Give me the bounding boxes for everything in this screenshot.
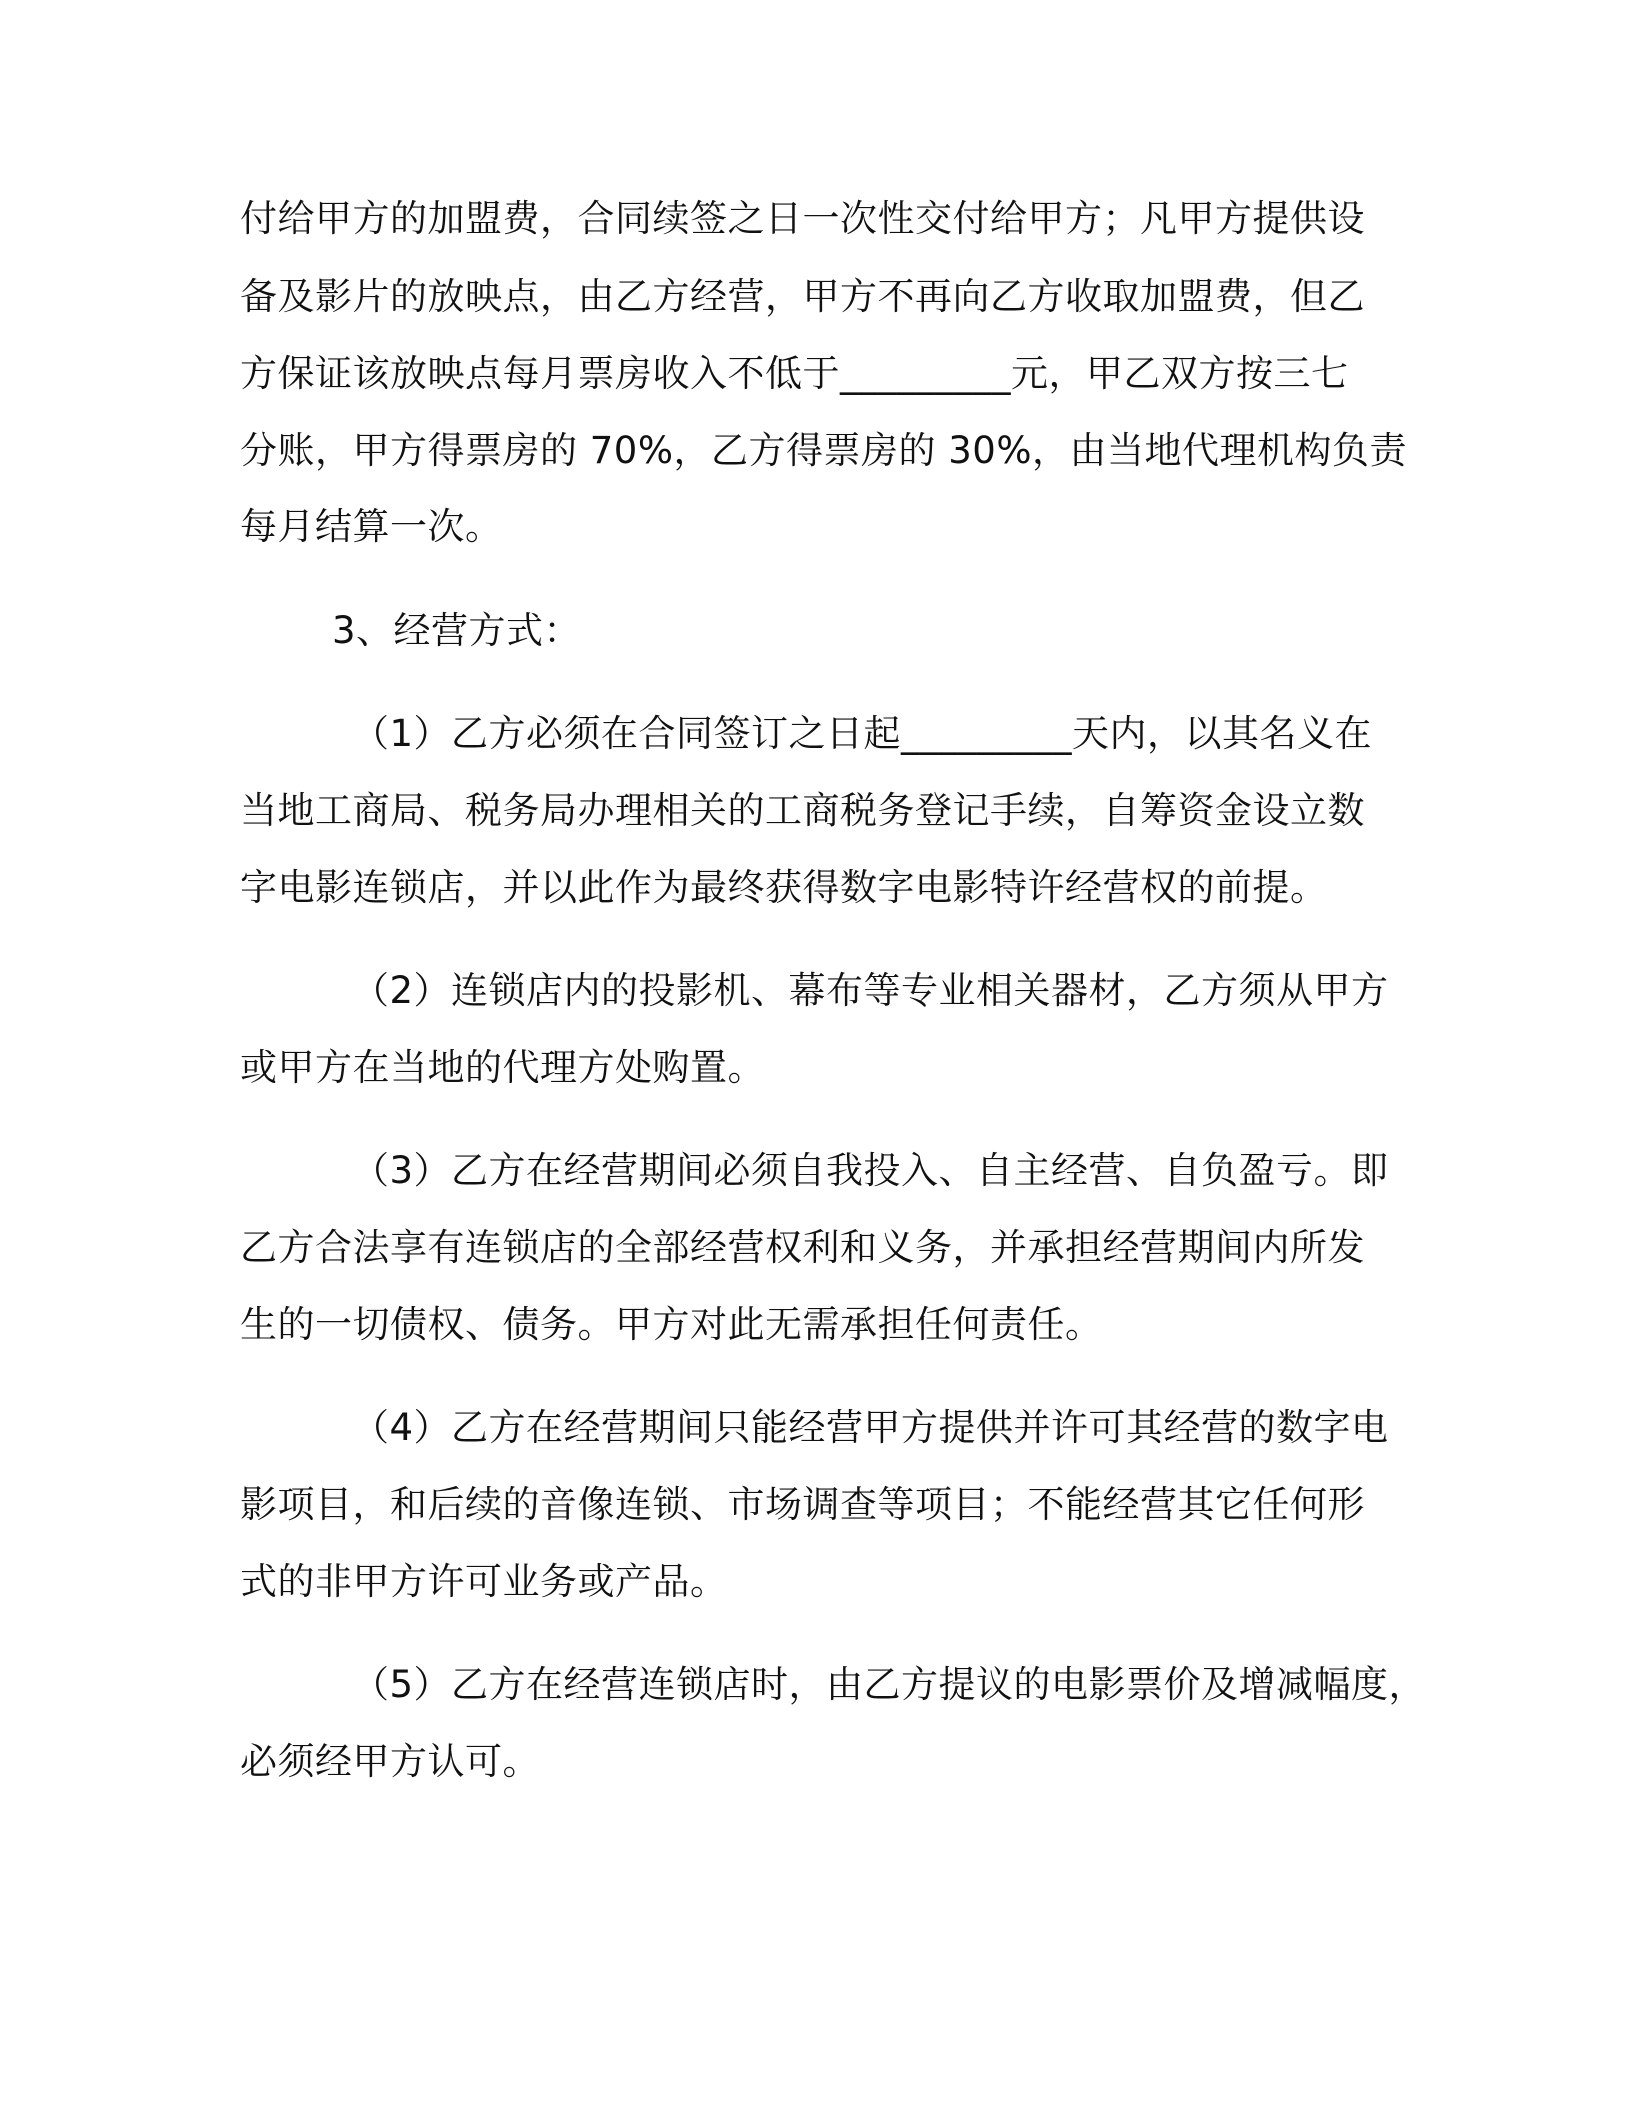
item-1-line: （1）乙方必须在合同签订之日起_________天内，以其名义在	[352, 712, 1373, 755]
item-5-line: 必须经甲方认可。	[240, 1740, 540, 1783]
paragraph-line: 分账，甲方得票房的 70%，乙方得票房的 30%，由当地代理机构负责	[240, 429, 1407, 472]
item-1-line: 字电影连锁店，并以此作为最终获得数字电影特许经营权的前提。	[240, 866, 1328, 909]
item-2-line: 或甲方在当地的代理方处购置。	[240, 1046, 765, 1089]
section-heading: 3、经营方式：	[332, 609, 582, 652]
item-2-line: （2）连锁店内的投影机、幕布等专业相关器材，乙方须从甲方	[352, 969, 1389, 1012]
paragraph-line: 付给甲方的加盟费，合同续签之日一次性交付给甲方；凡甲方提供设	[240, 197, 1365, 240]
item-1-line: 当地工商局、税务局办理相关的工商税务登记手续，自筹资金设立数	[240, 789, 1365, 832]
item-3-line: （3）乙方在经营期间必须自我投入、自主经营、自负盈亏。即	[352, 1149, 1389, 1192]
paragraph-line: 方保证该放映点每月票房收入不低于_________元，甲乙双方按三七	[240, 352, 1349, 395]
item-4-line: 影项目，和后续的音像连锁、市场调查等项目；不能经营其它任何形	[240, 1483, 1365, 1526]
item-4-line: （4）乙方在经营期间只能经营甲方提供并许可其经营的数字电	[352, 1406, 1389, 1449]
item-5-line: （5）乙方在经营连锁店时，由乙方提议的电影票价及增减幅度，	[352, 1663, 1427, 1706]
item-4-line: 式的非甲方许可业务或产品。	[240, 1560, 728, 1603]
item-3-line: 乙方合法享有连锁店的全部经营权利和义务，并承担经营期间内所发	[240, 1226, 1365, 1269]
item-3-line: 生的一切债权、债务。甲方对此无需承担任何责任。	[240, 1303, 1103, 1346]
paragraph-line: 每月结算一次。	[240, 505, 503, 548]
paragraph-line: 备及影片的放映点，由乙方经营，甲方不再向乙方收取加盟费，但乙	[240, 275, 1365, 318]
